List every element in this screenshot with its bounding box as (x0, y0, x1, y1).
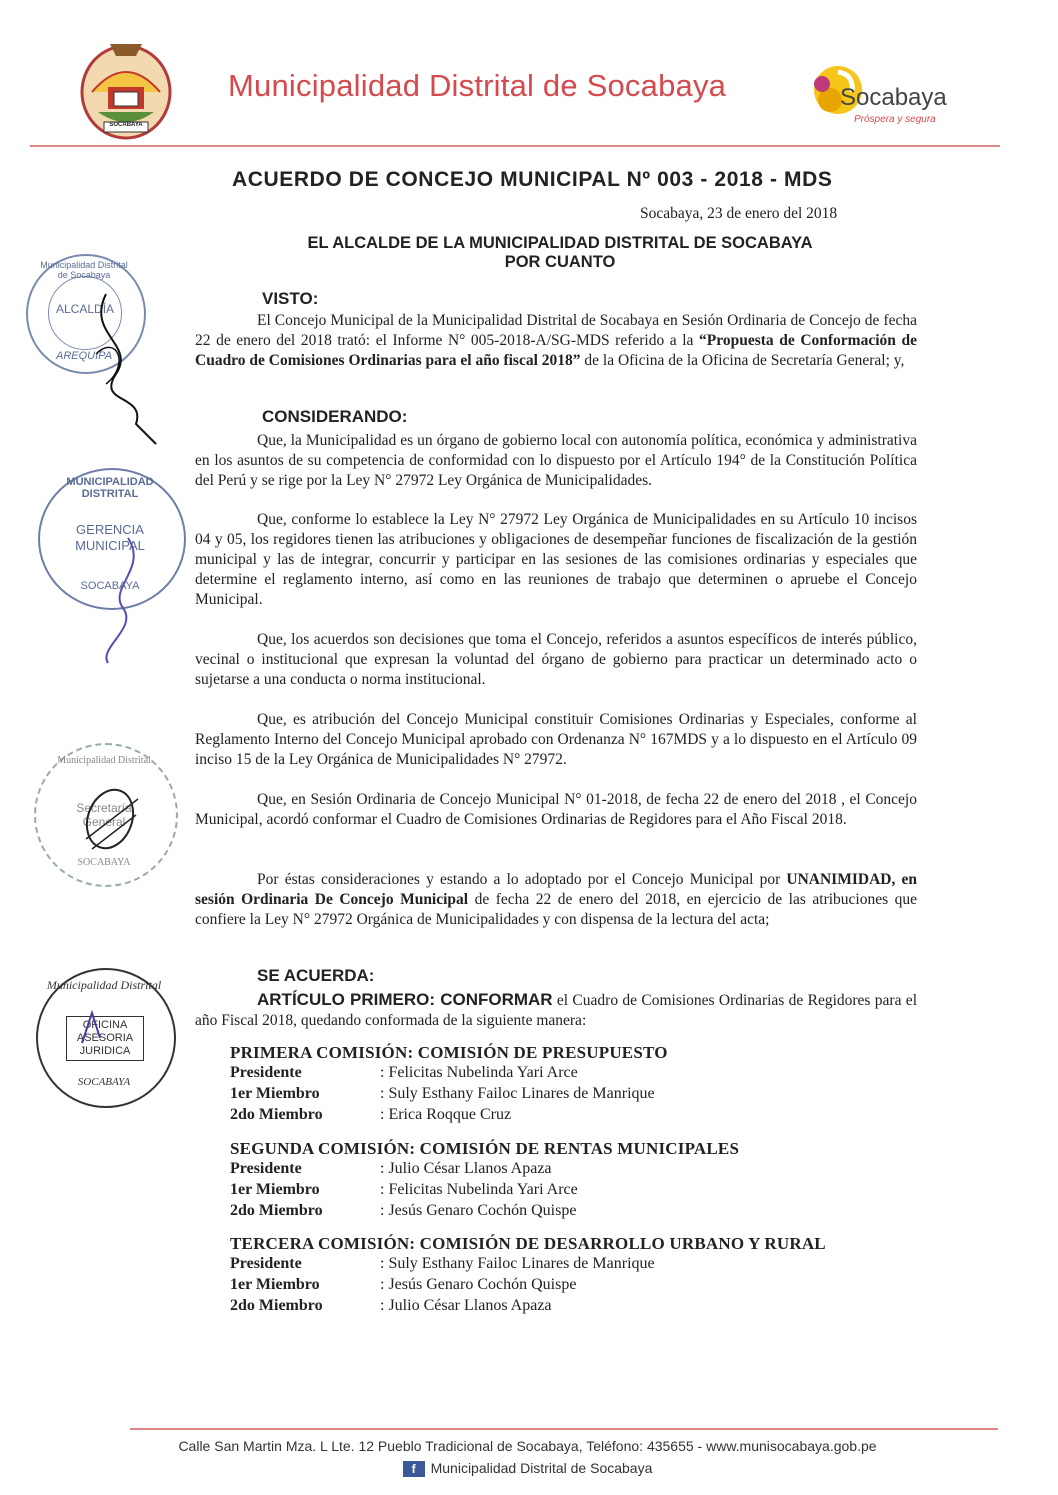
commission-2-role-2: 1er Miembro (230, 1181, 320, 1198)
visto-heading: VISTO: (262, 289, 319, 308)
header-rule (30, 145, 1000, 147)
facebook-icon: f (403, 1461, 425, 1477)
commission-3-title: TERCERA COMISIÓN: COMISIÓN DE DESARROLLO URBANO Y RURAL (230, 1234, 826, 1253)
considerando-p4 (195, 710, 917, 770)
commission-2-member-2: : Felicitas Nubelinda Yari Arce (380, 1181, 578, 1198)
footer-address: Calle San Martin Mza. L Lte. 12 Pueblo Tradicional de Socabaya, Teléfono: 435655 - www.munisocabaya.gob.pe (178, 1438, 877, 1454)
considerando-p6 (195, 870, 917, 930)
header-title: Municipalidad Distrital de Socabaya (228, 68, 727, 103)
stamp-gerencia-municipal (38, 468, 186, 610)
commission-2-role-3: 2do Miembro (230, 1202, 323, 1219)
commission-1-member-1: : Felicitas Nubelinda Yari Arce (380, 1064, 578, 1081)
footer-facebook (130, 1460, 925, 1477)
p6-bold-text: UNANIMIDAD, en sesión Ordinaria De Concejo Municipal (195, 871, 917, 908)
commission-3-role-2: 1er Miembro (230, 1276, 320, 1293)
stamp-alcaldia (26, 254, 146, 374)
article-first-text: el Cuadro de Comisiones Ordinarias de Regidores para el año Fiscal 2018, quedando conformada de la siguiente manera: (195, 992, 917, 1029)
stamp-alcaldia-bottom-text: AREQUIPA (56, 350, 113, 362)
commission-3-member-1: : Suly Esthany Failoc Linares de Manrique (380, 1255, 655, 1272)
signature-asesoria (72, 1008, 112, 1048)
considerando-p4-text: Que, es atribución del Concejo Municipal constituir Comisiones Ordinarias y Especiales, conforme al Reglamento Interno del Concejo Municipal aprobado con Ordenanza N° 167MDS y a lo dispuesto en el Artículo 09 inciso 15 de la Ley Orgánica de Municipalidades N° 27972. (195, 711, 917, 768)
stamp-asesoria-center-text: OFICINA ASESORIA JURIDICA (66, 1016, 144, 1061)
visto-text: El Concejo Municipal de la Municipalidad Distrital de Socabaya en Sesión Ordinaria de Concejo de fecha 22 de enero del 2018 trató: el Informe N° 005-2018-A/SG-MDS referido a la (195, 312, 917, 349)
stamp-gerencia-center-text: GERENCIA MUNICIPAL (75, 522, 145, 553)
document-title: ACUERDO DE CONCEJO MUNICIPAL Nº 003 - 2018 - MDS (232, 168, 833, 191)
considerando-p1 (195, 431, 917, 491)
p6-text-a: Por éstas consideraciones y estando a lo adoptado por el Concejo Municipal por (257, 871, 787, 888)
subtitle-alcalde: EL ALCALDE DE LA MUNICIPALIDAD DISTRITAL DE SOCABAYA (307, 234, 813, 252)
socabaya-brand-logo (808, 60, 968, 130)
considerando-p3 (195, 630, 917, 690)
commission-3-role-1: Presidente (230, 1255, 302, 1272)
considerando-p5-text: Que, en Sesión Ordinaria de Concejo Municipal N° 01-2018, de fecha 22 de enero del 2018 , el Concejo Municipal, acordó conformar el Cuadro de Comisiones Ordinarias de Regidores para el Año Fiscal 2018. (195, 791, 917, 828)
visto-text-end: de la Oficina de la Oficina de Secretaría General; y, (580, 352, 905, 369)
considerando-p1-text: Que, la Municipalidad es un órgano de gobierno local con autonomía política, económica y administrativa en los asuntos de su competencia de conformidad con lo dispuesto por el Artículo 194° de la Constitución Política del Perú y se rige por la Ley N° 27972 Ley Orgánica de Municipalidades. (195, 432, 917, 489)
stamp-gerencia-ring-text: MUNICIPALIDAD DISTRITAL (66, 476, 154, 500)
considerando-p2-text: Que, conforme lo establece la Ley N° 27972 Ley Orgánica de Municipalidades en su Artículo 10 incisos 04 y 05, los regidores tienen las atribuciones y obligaciones de desempeñar funciones de fiscalización de la gestión municipal y las de integrar, concurrir y participar en las sesiones de las comisiones ordinarias y especiales que determine el reglamento interno, así como en las reuniones de trabajo que determinen o apruebe el Concejo Municipal. (195, 511, 917, 608)
commission-1-member-3: : Erica Roqque Cruz (380, 1106, 512, 1123)
commission-3-member-3: : Julio César Llanos Apaza (380, 1297, 552, 1314)
acuerda-heading: SE ACUERDA: (257, 966, 375, 985)
crest-label: SOCABAYA (109, 122, 143, 128)
commission-3-member-2: : Jesús Genaro Cochón Quispe (380, 1276, 577, 1293)
signature-secretaria (78, 779, 148, 859)
article-first-label: ARTÍCULO PRIMERO: CONFORMAR (257, 990, 553, 1009)
stamp-asesoria-bottom-text: SOCABAYA (77, 1076, 131, 1088)
stamp-alcaldia-center-text: ALCALDÍA (56, 302, 115, 316)
document-date: Socabaya, 23 de enero del 2018 (640, 205, 838, 222)
stamp-alcaldia-ring-text: Municipalidad Distrital de Socabaya (40, 260, 128, 280)
brand-name: Socabaya (840, 84, 947, 111)
footer-facebook-text: Municipalidad Distrital de Socabaya (430, 1460, 653, 1476)
stamp-asesoria-juridica (36, 968, 176, 1108)
commission-3-role-3: 2do Miembro (230, 1297, 323, 1314)
stamp-secretaria-general (34, 743, 178, 887)
stamp-asesoria-ring-text: Municipalidad Distrital (46, 978, 162, 992)
commission-1-title: PRIMERA COMISIÓN: COMISIÓN DE PRESUPUESTO (230, 1043, 668, 1062)
commission-1-role-3: 2do Miembro (230, 1106, 323, 1123)
municipal-crest-logo (78, 32, 174, 142)
signature-gerencia (78, 528, 158, 668)
stamp-gerencia-bottom-text: SOCABAYA (80, 580, 140, 592)
commission-1-role-2: 1er Miembro (230, 1085, 320, 1102)
commission-2-member-1: : Julio César Llanos Apaza (380, 1160, 552, 1177)
commission-2-title: SEGUNDA COMISIÓN: COMISIÓN DE RENTAS MUNICIPALES (230, 1139, 740, 1158)
considerando-p2 (195, 510, 917, 610)
commission-2-member-3: : Jesús Genaro Cochón Quispe (380, 1202, 577, 1219)
commission-1-member-2: : Suly Esthany Failoc Linares de Manrique (380, 1085, 655, 1102)
commission-1-role-1: Presidente (230, 1064, 302, 1081)
signature-mayor (76, 274, 166, 454)
subtitle-por-cuanto: POR CUANTO (504, 253, 616, 271)
stamp-secretaria-bottom-text: SOCABAYA (77, 857, 131, 868)
visto-bold-text: “Propuesta de Conformación de Cuadro de Comisiones Ordinarias para el año fiscal 2018” (195, 332, 917, 369)
p6-text-b: de fecha 22 de enero del 2018, en ejercicio de las atribuciones que confiere la Ley N° 27972 Orgánica de Municipalidades y con dispensa de la lectura del acta; (195, 891, 918, 928)
footer-rule (130, 1428, 998, 1430)
considerando-heading: CONSIDERANDO: (262, 407, 408, 426)
considerando-p3-text: Que, los acuerdos son decisiones que toma el Concejo, referidos a asuntos específicos de interés público, vecinal o institucional que expresan la voluntad del órgano de gobierno para practicar un determinado acto o sujetarse a una conducta o norma institucional. (195, 631, 917, 688)
visto-paragraph (195, 311, 917, 371)
stamp-secretaria-ring-text: Municipalidad Distrital (57, 755, 151, 766)
considerando-p5 (195, 790, 917, 830)
article-first (195, 990, 917, 1031)
stamp-secretaria-center-text: Secretaría General (76, 801, 132, 829)
brand-tagline: Próspera y segura (854, 114, 936, 125)
commission-2-role-1: Presidente (230, 1160, 302, 1177)
